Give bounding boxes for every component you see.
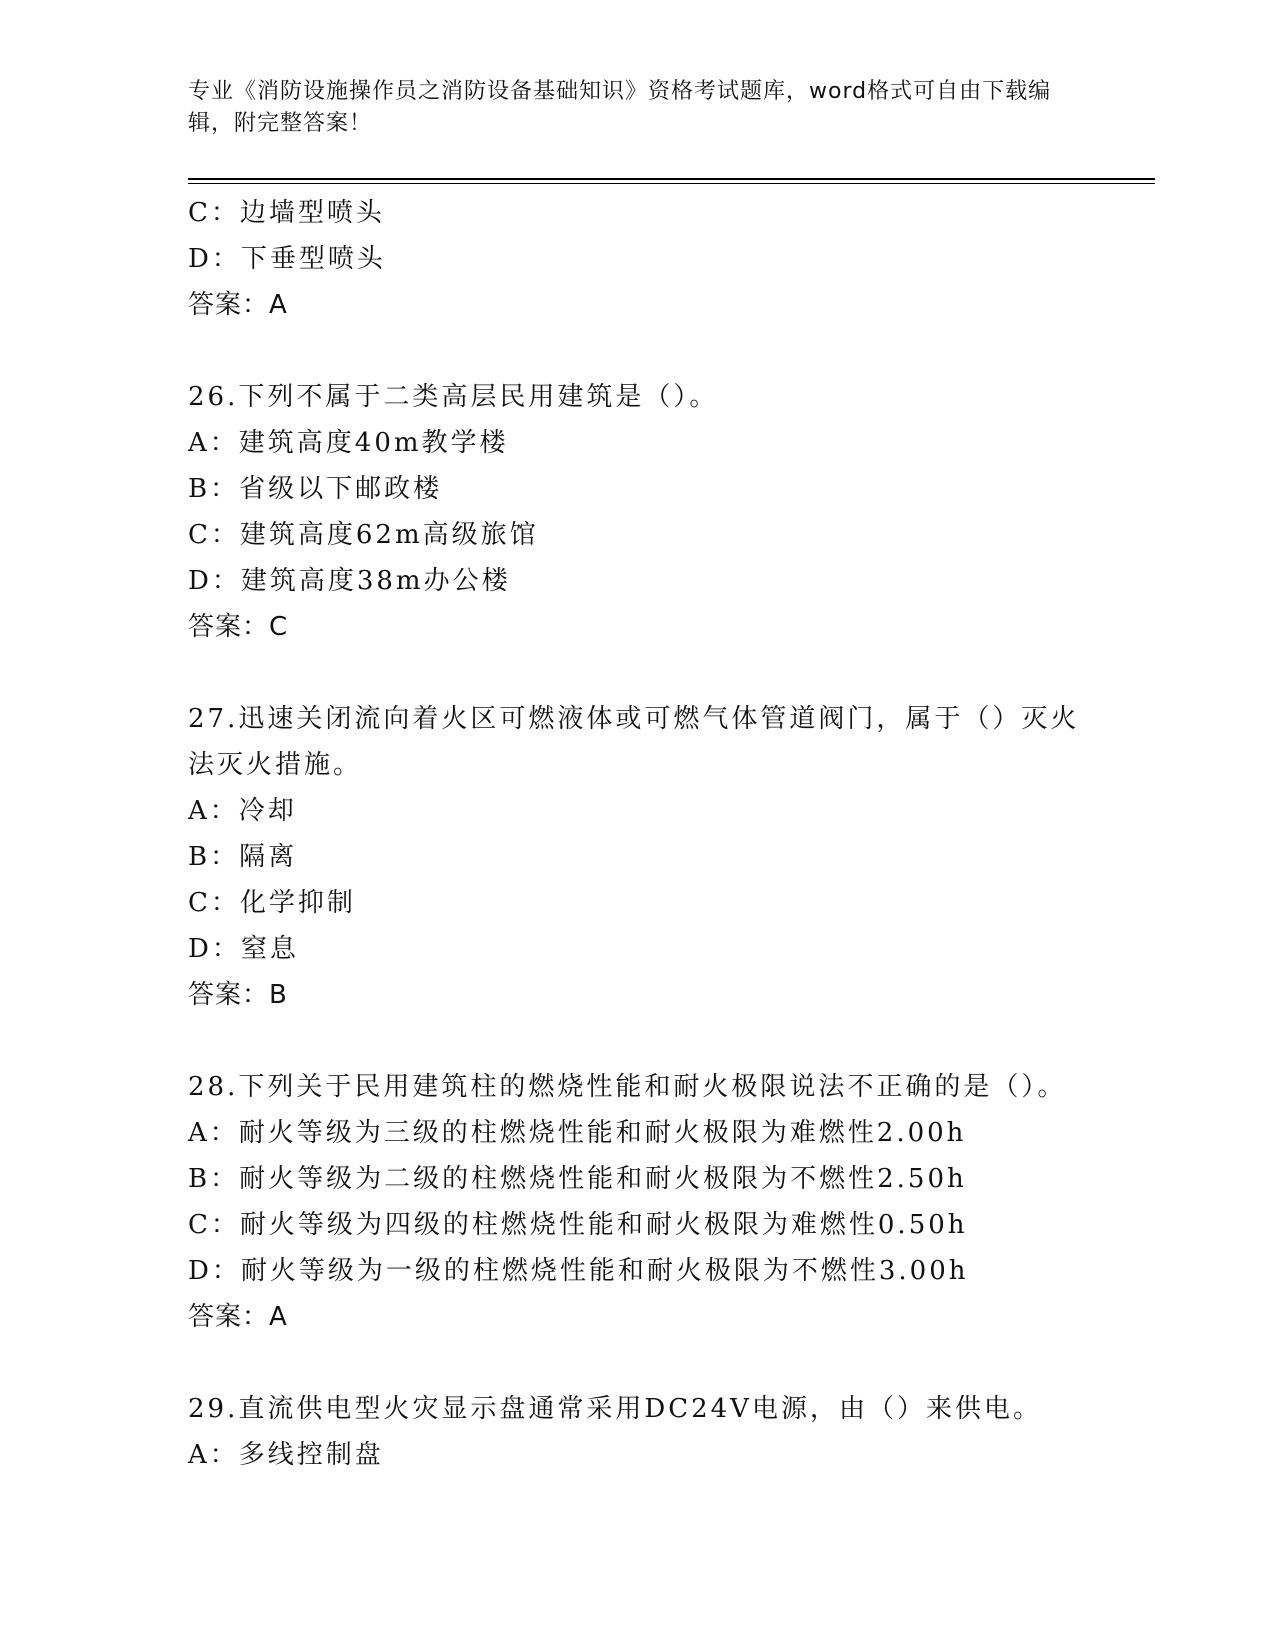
spacer	[188, 1340, 1155, 1386]
question-25-continued	[188, 190, 1155, 328]
spacer	[188, 328, 1155, 374]
option-d: D：耐火等级为一级的柱燃烧性能和耐火极限为不燃性3.00h	[188, 1256, 969, 1286]
option-a: A：耐火等级为三级的柱燃烧性能和耐火极限为难燃性2.00h	[188, 1118, 967, 1148]
option-b: B：耐火等级为二级的柱燃烧性能和耐火极限为不燃性2.50h	[188, 1164, 967, 1194]
option-c: C：耐火等级为四级的柱燃烧性能和耐火极限为难燃性0.50h	[188, 1210, 968, 1240]
option-c: C：化学抑制	[188, 888, 356, 918]
question-stem: 28.下列关于民用建筑柱的燃烧性能和耐火极限说法不正确的是（）。	[188, 1072, 1067, 1102]
option-a: A：建筑高度40m教学楼	[188, 428, 509, 458]
option-b: B：省级以下邮政楼	[188, 474, 443, 504]
question-26	[188, 374, 1155, 650]
answer-line: 答案：B	[188, 980, 288, 1010]
question-list	[188, 190, 1155, 1478]
option-c: C：建筑高度62m高级旅馆	[188, 520, 539, 550]
option-a: A：冷却	[188, 796, 297, 826]
option-c: C：边墙型喷头	[188, 198, 385, 228]
question-stem: 29.直流供电型火灾显示盘通常采用DC24V电源，由（）来供电。	[188, 1394, 1042, 1424]
option-d: D：窒息	[188, 934, 299, 964]
question-27	[188, 696, 1155, 1018]
spacer	[188, 1018, 1155, 1064]
header-rule-thick	[188, 178, 1155, 180]
option-d: D：建筑高度38m办公楼	[188, 566, 511, 596]
answer-line: 答案：A	[188, 290, 288, 320]
spacer	[188, 650, 1155, 696]
question-stem: 26.下列不属于二类高层民用建筑是（）。	[188, 382, 719, 412]
question-29	[188, 1386, 1155, 1478]
header-rule-thin	[188, 183, 1155, 184]
option-b: B：隔离	[188, 842, 298, 872]
question-stem: 27.迅速关闭流向着火区可燃液体或可燃气体管道阀门，属于（）灭火法灭火措施。	[188, 704, 1080, 780]
question-28	[188, 1064, 1155, 1340]
answer-line: 答案：A	[188, 1302, 288, 1332]
option-d: D：下垂型喷头	[188, 244, 386, 274]
document-header: 专业《消防设施操作员之消防设备基础知识》资格考试题库，word格式可自由下载编辑，附完整答案！	[188, 79, 1052, 136]
option-a: A：多线控制盘	[188, 1440, 384, 1470]
answer-line: 答案：C	[188, 612, 289, 642]
